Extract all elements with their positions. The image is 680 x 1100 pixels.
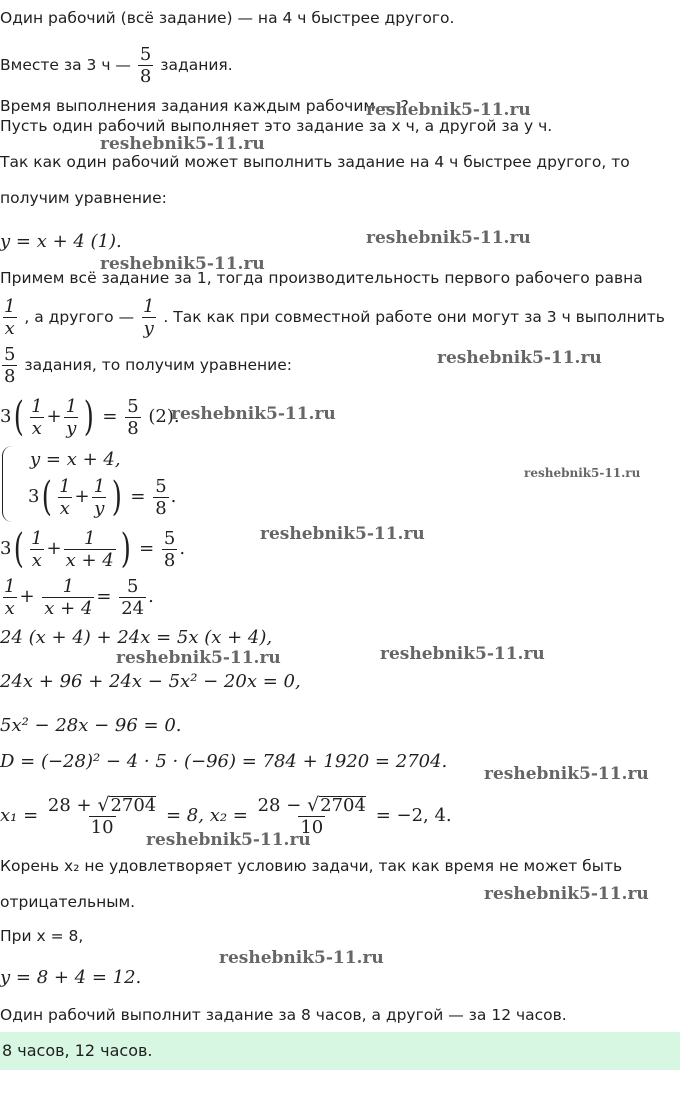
fraction-x2: 28 − √ 2704 10	[257, 793, 366, 838]
watermark: reshebnik5-11.ru	[366, 100, 531, 120]
equation-10: y = 8 + 4 = 12.	[0, 967, 142, 988]
fraction-numerator: 5	[139, 44, 152, 65]
joint-work-text: . Так как при совместной работе они могут за 3 ч выполнить	[163, 308, 665, 326]
fraction-one-over-x: $\frac{1}{x}$	[4, 296, 16, 339]
watermark: reshebnik5-11.ru	[437, 348, 602, 368]
watermark: reshebnik5-11.ru	[100, 134, 265, 154]
solution-line-5	[0, 294, 665, 340]
watermark: reshebnik5-11.ru	[100, 254, 265, 274]
solution-line-3: получим уравнение:	[0, 189, 167, 207]
fraction-one-over-y: $\frac{1}{y}$	[143, 296, 155, 339]
solution-line-6	[0, 342, 292, 388]
x2-value: = −2, 4.	[375, 805, 452, 826]
watermark: reshebnik5-11.ru	[116, 648, 281, 668]
condition-tasks-text: задания.	[160, 56, 233, 74]
solution-line-2: Так как один рабочий может выполнить задание на 4 ч быстрее другого, то	[0, 153, 630, 171]
equation-5: 24 (x + 4) + 24x = 5x (x + 4),	[0, 627, 273, 648]
answer-text: 8 часов, 12 часов.	[2, 1041, 153, 1060]
tasks-equation-text: задания, то получим уравнение:	[24, 356, 293, 374]
watermark: reshebnik5-11.ru	[171, 404, 336, 424]
watermark: reshebnik5-11.ru	[380, 644, 545, 664]
condition-line-3: Время выполнения задания каждым рабочим — ?	[0, 97, 409, 115]
watermark: reshebnik5-11.ru	[484, 764, 649, 784]
solution-line-7: Корень x₂ не удовлетворяет условию задачи, так как время не может быть	[0, 857, 623, 875]
equation-3: 3( $\frac{1}{x}$ + $\frac{1}{x + 4}$ ) = $\frac{5}{8}$ .	[0, 526, 186, 572]
x1-label: x₁ =	[0, 805, 39, 826]
watermark: reshebnik5-11.ru	[484, 884, 649, 904]
watermark: reshebnik5-11.ru	[366, 228, 531, 248]
fraction-denominator: 8	[139, 66, 152, 87]
fraction-x1: 28 + √ 2704 10	[47, 793, 157, 838]
equation-1: y = x + 4 (1).	[0, 231, 122, 252]
system-brace	[2, 446, 13, 522]
watermark: reshebnik5-11.ru	[260, 524, 425, 544]
equation-3-dot: .	[179, 538, 186, 559]
solution-line-9: При x = 8,	[0, 927, 84, 945]
fraction-five-eighths	[138, 44, 153, 87]
fraction-five-eighths-2: $\frac{5}{8}$	[4, 344, 16, 387]
other-worker-text: , а другого —	[24, 308, 135, 326]
equation-2-label: (2).	[148, 406, 180, 427]
answer-box	[0, 1032, 680, 1070]
equation-8: D = (−28)² − 4 · 5 · (−96) = 784 + 1920 = 2704.	[0, 751, 448, 772]
solution-line-10: Один рабочий выполнит задание за 8 часов, а другой — за 12 часов.	[0, 1006, 567, 1024]
system-line-2: 3( $\frac{1}{x}$ + $\frac{1}{y}$ ) = $\frac{5}{8}$ .	[28, 474, 177, 520]
solution-line-8: отрицательным.	[0, 893, 136, 911]
solution-line-4: Примем всё задание за 1, тогда производительность первого рабочего равна	[0, 269, 643, 287]
condition-line-2	[0, 40, 233, 90]
equation-4: $\frac{1}{x}$ + $\frac{1}{x + 4}$ = $\frac{5}{24}$ .	[4, 575, 154, 619]
system-line-1: y = x + 4,	[30, 449, 121, 470]
equation-6: 24x + 96 + 24x − 5x² − 20x = 0,	[0, 671, 301, 692]
equation-7: 5x² − 28x − 96 = 0.	[0, 715, 182, 736]
x2-label: = 8, x₂ =	[166, 805, 248, 826]
watermark: reshebnik5-11.ru	[146, 830, 311, 850]
condition-line-1: Один рабочий (всё задание) — на 4 ч быстрее другого.	[0, 9, 455, 27]
equation-2: 3( $\frac{1}{x}$ + $\frac{1}{y}$ ) = $\frac{5}{8}$ (2).	[0, 394, 180, 440]
condition-together-text: Вместе за 3 ч —	[0, 56, 131, 74]
watermark: reshebnik5-11.ru	[219, 948, 384, 968]
watermark: reshebnik5-11.ru	[524, 466, 641, 480]
solution-line-1: Пусть один рабочий выполняет это задание за x ч, а другой за y ч.	[0, 117, 553, 135]
